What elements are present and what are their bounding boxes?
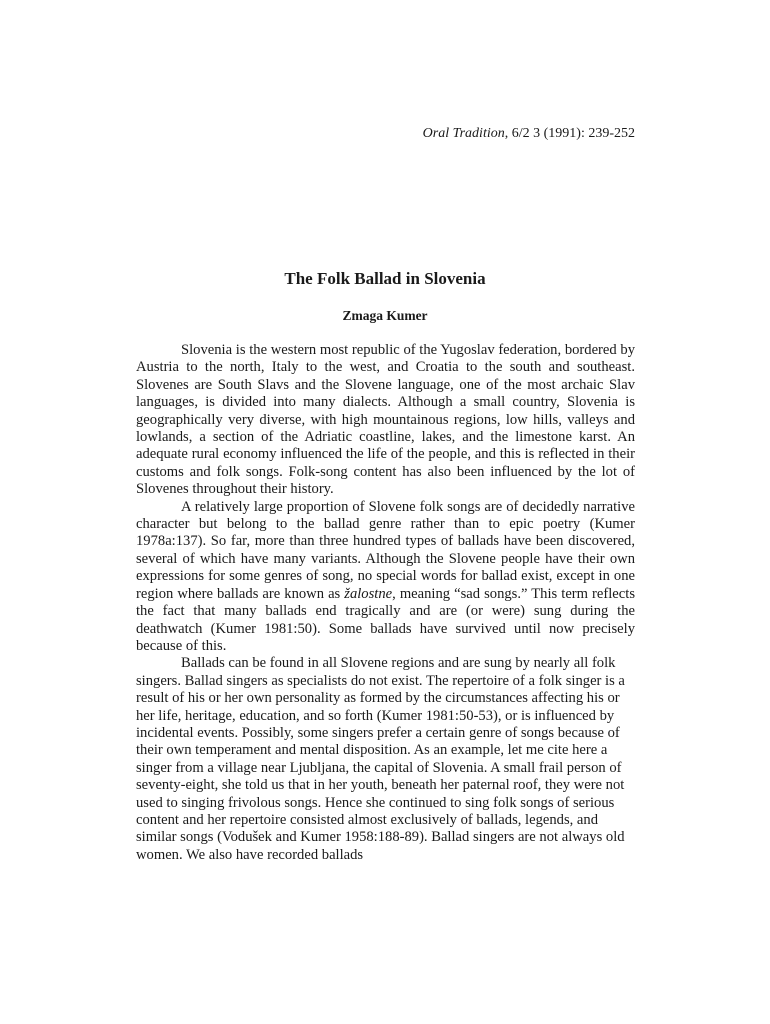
paragraph-2-text-b: , meaning “sad songs.” This term reflects the fact that many ballads end tragically and are (or were) sung during the deathwatch (Kumer 1981:50). Some ballads have survived until now precisely because of this. bbox=[136, 585, 636, 654]
paragraph-1: Slovenia is the western most republic of the Yugoslav federation, bordered by Austria to the north, Italy to the west, and Croatia to the south and southeast. Slovenes are South Slavs and the Slovene language, one of the most archaic Slav languages, is divided into many dialects. Although a small country, Slovenia is geographically very diverse, with high mountainous regions, low hills, valleys and lowlands, a section of the Adriatic coastline, lakes, and the limestone karst. An adequate rural economy influenced the life of the people, and this is reflected in their customs and folk songs. Folk-song content has also been influenced by the lot of Slovenes throughout their history. bbox=[136, 342, 635, 498]
citation-details: , 6/2 3 (1991): 239-252 bbox=[504, 126, 635, 141]
article-body bbox=[136, 342, 635, 864]
journal-citation bbox=[423, 125, 635, 143]
paragraph-2-italic-term: žalostne bbox=[344, 585, 393, 602]
paragraph-2 bbox=[136, 499, 635, 656]
journal-name: Oral Tradition bbox=[422, 126, 505, 141]
paragraph-3: Ballads can be found in all Slovene regions and are sung by nearly all folk singers. Ballad singers as specialists do not exist. The repertoire of a folk singer is a result of his or her own personality as formed by the circumstances affecting his or her life, heritage, education, and so forth (Kumer 1981:50-53), or is influenced by incidental events. Possibly, some singers prefer a certain genre of songs because of their own temperament and mental disposition. As an example, let me cite here a singer from a village near Ljubljana, the capital of Slovenia. A small frail person of seventy-eight, she told us that in her youth, beneath her paternal roof, they were not used to singing frivolous songs. Hence she continued to sing folk songs of serious content and her repertoire consisted almost exclusively of ballads, legends, and similar songs (Vodušek and Kumer 1958:188-89). Ballad singers are not always old women. We also have recorded ballads bbox=[136, 655, 625, 863]
paragraph-2-text-a: A relatively large proportion of Slovene folk songs are of decidedly narrative character but belong to the ballad genre rather than to epic poetry (Kumer 1978a:137). So far, more than three hundred types of ballads have been discovered, several of which have many variants. Although the Slovene people have their own expressions for some genres of song, no special words for ballad exist, except in one region where ballads are known as bbox=[136, 498, 635, 602]
article-author: Zmaga Kumer bbox=[342, 308, 428, 323]
article-title: The Folk Ballad in Slovenia bbox=[284, 269, 486, 288]
